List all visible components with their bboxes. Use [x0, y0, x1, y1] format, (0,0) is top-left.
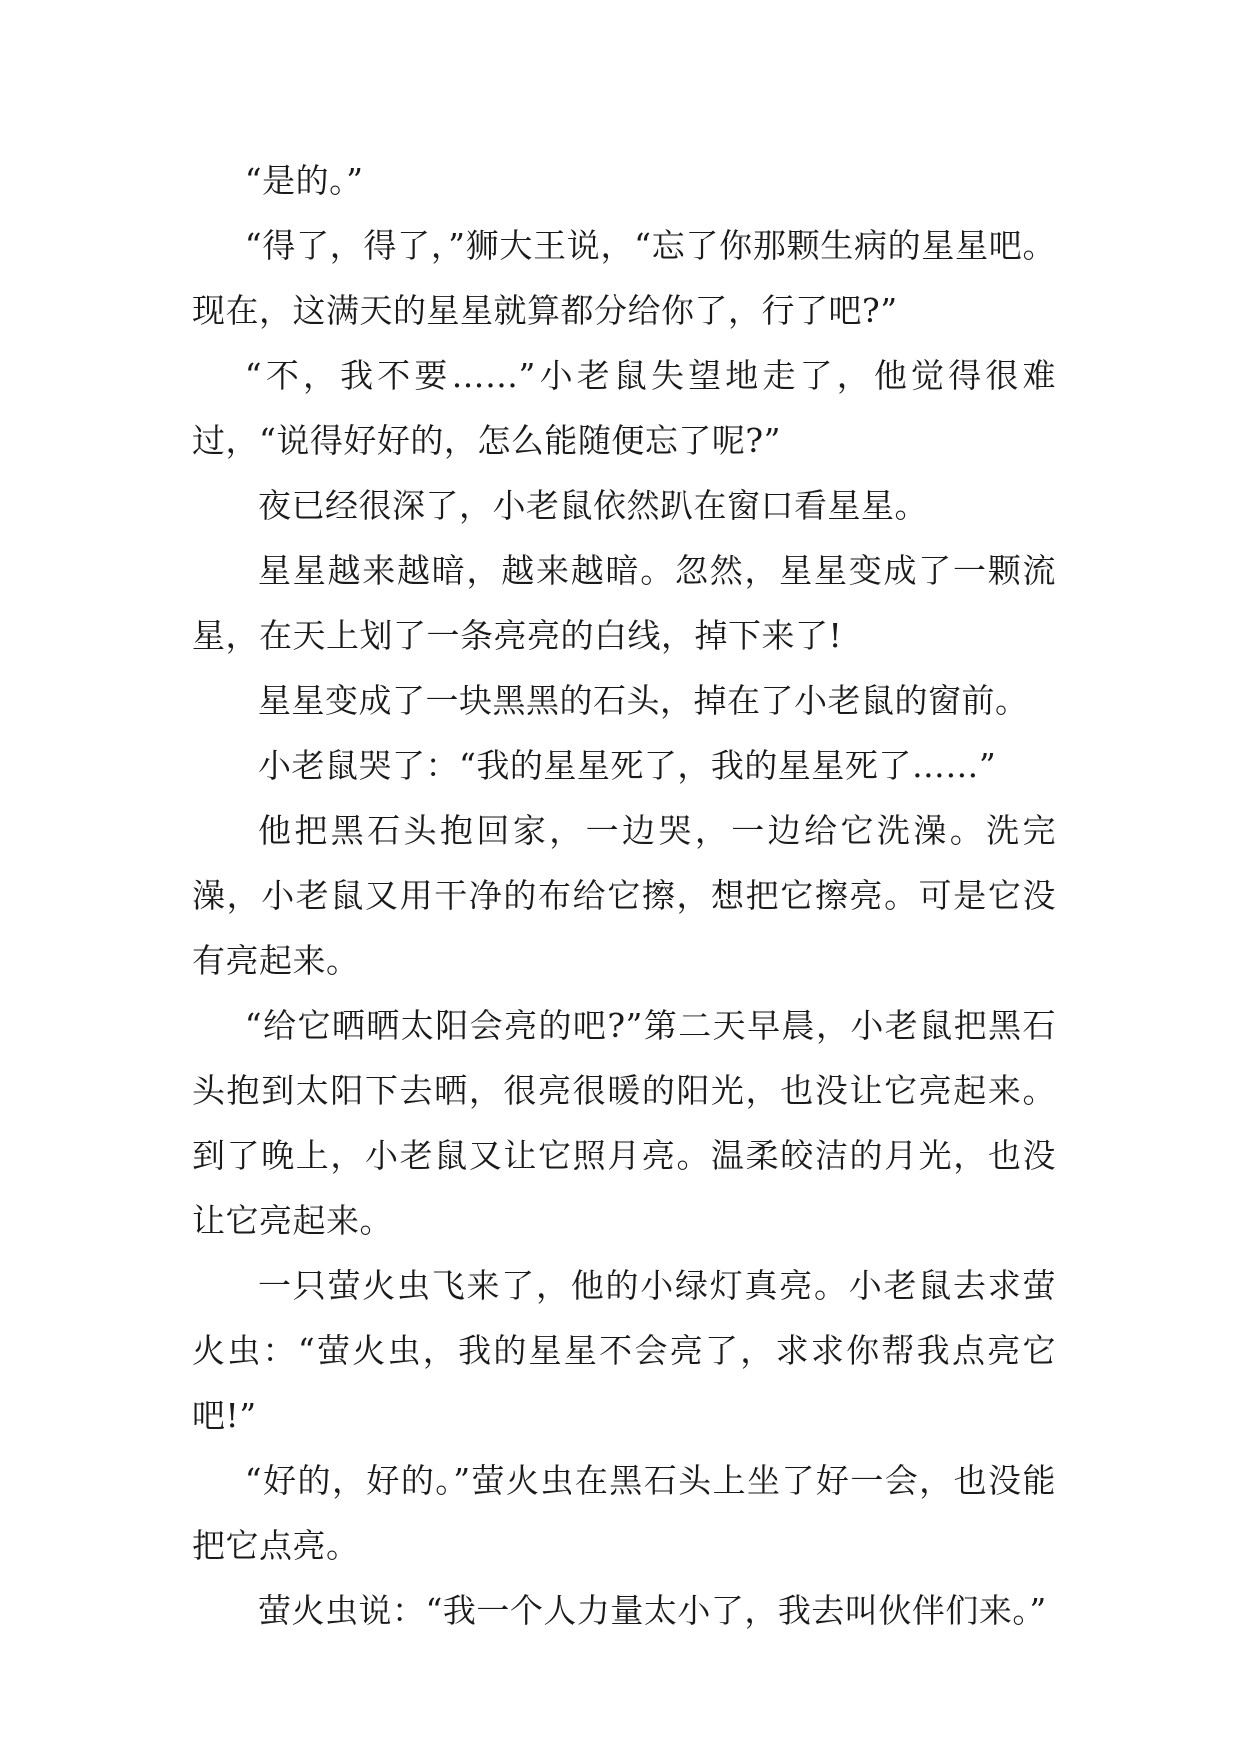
paragraph: 夜已经很深了，小老鼠依然趴在窗口看星星。: [258, 486, 928, 525]
paragraph: “不，我不要……”小老鼠失望地走了，他觉得很难过，“说得好好的，怎么能随便忘了呢?”: [192, 356, 1056, 460]
story-body: [192, 148, 1056, 1643]
paragraph: “得了，得了，”狮大王说，“忘了你那颗生病的星星吧。现在，这满天的星星就算都分给你了，行了吧?”: [192, 226, 1056, 330]
paragraph: 萤火虫说：“我一个人力量太小了，我去叫伙伴们来。”: [258, 1591, 1047, 1630]
paragraph: 他把黑石头抱回家，一边哭，一边给它洗澡。洗完澡，小老鼠又用干净的布给它擦，想把它擦亮。可是它没有亮起来。: [192, 811, 1056, 980]
paragraph: 小老鼠哭了：“我的星星死了，我的星星死了……”: [258, 746, 997, 785]
paragraph: “好的，好的。”萤火虫在黑石头上坐了好一会，也没能把它点亮。: [192, 1461, 1056, 1565]
paragraph: 星星越来越暗，越来越暗。忽然，星星变成了一颗流星，在天上划了一条亮亮的白线，掉下来了!: [192, 551, 1056, 655]
paragraph: “是的。”: [244, 161, 364, 200]
paragraph: 一只萤火虫飞来了，他的小绿灯真亮。小老鼠去求萤火虫：“萤火虫，我的星星不会亮了，求求你帮我点亮它吧!”: [192, 1266, 1056, 1435]
paragraph: 星星变成了一块黑黑的石头，掉在了小老鼠的窗前。: [258, 681, 1029, 720]
paragraph: “给它晒晒太阳会亮的吧?”第二天早晨，小老鼠把黑石头抱到太阳下去晒，很亮很暖的阳光，也没让它亮起来。到了晚上，小老鼠又让它照月亮。温柔皎洁的月光，也没让它亮起来。: [192, 1006, 1056, 1240]
